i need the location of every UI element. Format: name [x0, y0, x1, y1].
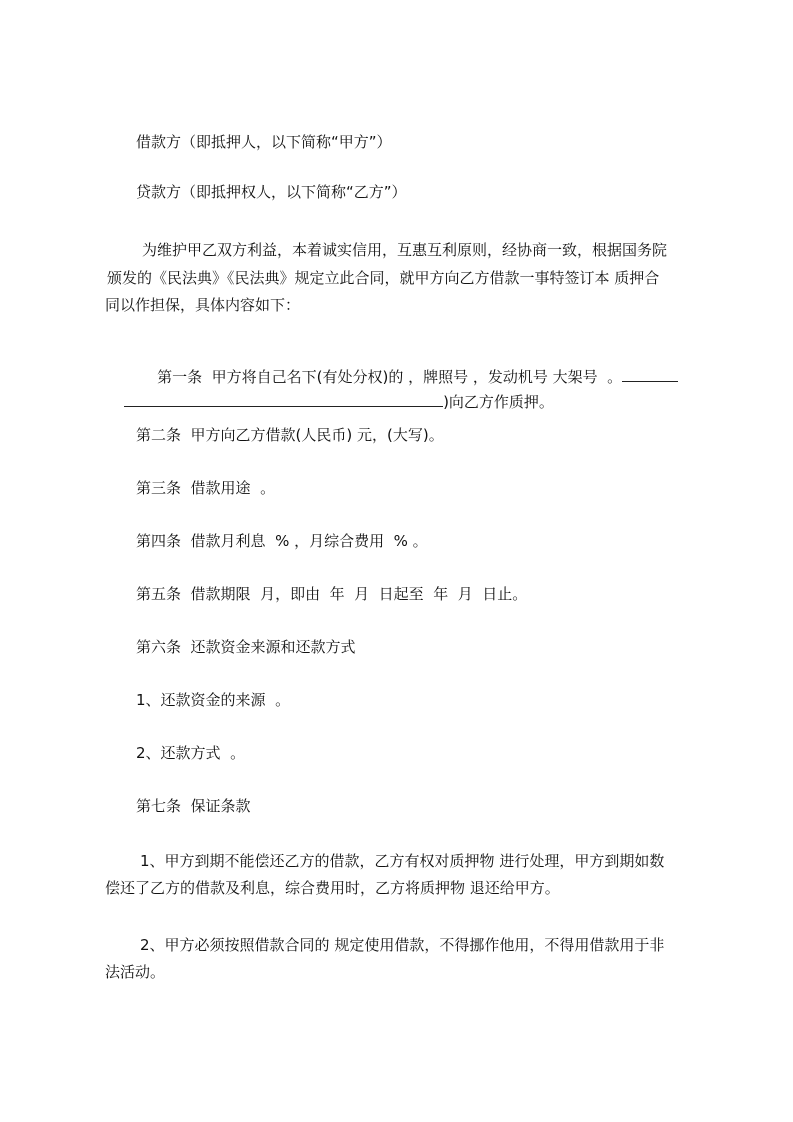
article-1-end: )向乙方作质押。 — [443, 393, 554, 411]
intro-line-3: 同以作担保，具体内容如下： — [105, 296, 301, 314]
article-1-line-2 — [105, 372, 554, 432]
article-6-item-2: 2、还款方式 。 — [136, 744, 246, 762]
article-7: 第七条 保证条款 — [136, 797, 251, 815]
article-6-item-1: 1、还款资金的来源 。 — [136, 691, 291, 709]
blank-line — [124, 392, 443, 407]
article-7-item-1-line-1: 1、甲方到期不能偿还乙方的借款，乙方有权对质押物 进行处理，甲方到期如数 — [140, 852, 665, 870]
article-7-item-2-line-2: 法活动。 — [105, 963, 166, 981]
article-7-item-2-line-1: 2、甲方必须按照借款合同的 规定使用借款，不得挪作他用，不得用借款用于非 — [140, 936, 665, 954]
article-3: 第三条 借款用途 。 — [136, 479, 276, 497]
article-6: 第六条 还款资金来源和还款方式 — [136, 638, 356, 656]
article-7-item-1-line-2: 偿还了乙方的借款及利息，综合费用时，乙方将质押物 退还给甲方。 — [105, 879, 560, 897]
blank-line — [622, 367, 678, 382]
article-2: 第二条 甲方向乙方借款(人民币) 元，(大写)。 — [136, 426, 444, 444]
intro-line-1: 为维护甲乙双方利益，本着诚实信用，互惠互利原则，经协商一致，根据国务院 — [142, 241, 668, 259]
article-5: 第五条 借款期限 月，即由 年 月 日起至 年 月 日止。 — [136, 585, 528, 603]
intro-line-2: 颁发的《民法典》《民法典》规定立此合同，就甲方向乙方借款一事特签订本 质押合 — [107, 269, 660, 287]
article-1-text: 第一条 甲方将自己名下(有处分权)的 ，牌照号 ，发动机号 大架号 。 — [157, 368, 623, 386]
article-4: 第四条 借款月利息 % ，月综合费用 % 。 — [136, 532, 428, 550]
lender-party: 贷款方（即抵押权人，以下简称“乙方”） — [136, 183, 407, 201]
borrower-party: 借款方（即抵押人，以下简称“甲方”） — [136, 133, 392, 151]
